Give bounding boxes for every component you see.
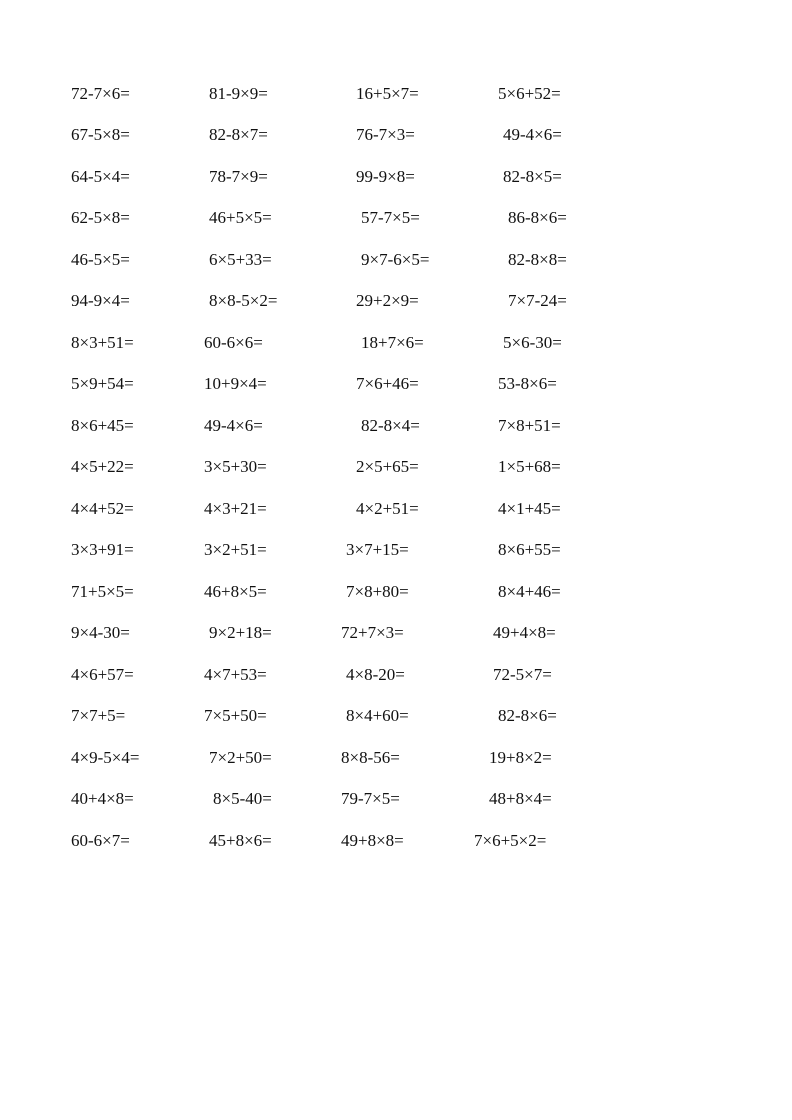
problem-row: [0, 415, 792, 437]
math-problem: 9×7-6×5=: [361, 250, 430, 269]
problem-row: [0, 498, 792, 520]
math-problem: 4×4+52=: [71, 499, 134, 518]
math-problem: 4×3+21=: [204, 499, 267, 518]
math-problem: 5×9+54=: [71, 374, 134, 393]
problem-row: [0, 207, 792, 229]
math-problem: 5×6+52=: [498, 84, 561, 103]
math-problem: 57-7×5=: [361, 208, 420, 227]
math-problem: 8×3+51=: [71, 333, 134, 352]
math-problem: 82-8×6=: [498, 706, 557, 725]
problem-row: [0, 705, 792, 727]
math-problem: 78-7×9=: [209, 167, 268, 186]
math-problem: 60-6×7=: [71, 831, 130, 850]
problem-row: [0, 830, 792, 852]
problem-row: [0, 664, 792, 686]
math-problem: 8×6+45=: [71, 416, 134, 435]
math-problem: 62-5×8=: [71, 208, 130, 227]
math-problem: 82-8×7=: [209, 125, 268, 144]
math-problem: 9×4-30=: [71, 623, 130, 642]
math-problem: 99-9×8=: [356, 167, 415, 186]
problem-row: [0, 456, 792, 478]
problem-row: [0, 249, 792, 271]
problem-row: [0, 124, 792, 146]
math-problem: 1×5+68=: [498, 457, 561, 476]
math-problem: 10+9×4=: [204, 374, 267, 393]
math-problem: 48+8×4=: [489, 789, 552, 808]
math-problem: 40+4×8=: [71, 789, 134, 808]
math-problem: 79-7×5=: [341, 789, 400, 808]
problem-row: [0, 83, 792, 105]
math-problem: 82-8×4=: [361, 416, 420, 435]
math-problem: 49+4×8=: [493, 623, 556, 642]
math-problem: 46+5×5=: [209, 208, 272, 227]
math-problem: 19+8×2=: [489, 748, 552, 767]
math-problem: 81-9×9=: [209, 84, 268, 103]
math-problem: 82-8×8=: [508, 250, 567, 269]
math-problem: 8×8-56=: [341, 748, 400, 767]
math-problem: 2×5+65=: [356, 457, 419, 476]
problem-row: [0, 166, 792, 188]
math-problem: 8×8-5×2=: [209, 291, 278, 310]
problem-row: [0, 332, 792, 354]
math-problem: 8×4+60=: [346, 706, 409, 725]
math-problem: 7×8+80=: [346, 582, 409, 601]
math-problem: 16+5×7=: [356, 84, 419, 103]
problem-row: [0, 788, 792, 810]
math-problem: 7×8+51=: [498, 416, 561, 435]
math-problem: 29+2×9=: [356, 291, 419, 310]
math-problem: 3×3+91=: [71, 540, 134, 559]
math-problem: 7×7+5=: [71, 706, 126, 725]
math-problem: 8×6+55=: [498, 540, 561, 559]
math-problem: 3×5+30=: [204, 457, 267, 476]
math-problem: 53-8×6=: [498, 374, 557, 393]
math-problem: 7×6+46=: [356, 374, 419, 393]
math-problem: 4×7+53=: [204, 665, 267, 684]
math-problem: 9×2+18=: [209, 623, 272, 642]
math-problem: 5×6-30=: [503, 333, 562, 352]
problem-row: [0, 539, 792, 561]
math-problem: 18+7×6=: [361, 333, 424, 352]
math-problem: 49-4×6=: [503, 125, 562, 144]
math-problem: 4×8-20=: [346, 665, 405, 684]
math-problem: 60-6×6=: [204, 333, 263, 352]
math-problem: 7×5+50=: [204, 706, 267, 725]
math-problem: 94-9×4=: [71, 291, 130, 310]
math-problem: 82-8×5=: [503, 167, 562, 186]
math-problem: 86-8×6=: [508, 208, 567, 227]
math-problem: 72+7×3=: [341, 623, 404, 642]
math-problem: 4×9-5×4=: [71, 748, 140, 767]
math-problem: 4×5+22=: [71, 457, 134, 476]
math-problem: 46+8×5=: [204, 582, 267, 601]
math-problem: 3×2+51=: [204, 540, 267, 559]
problem-row: [0, 373, 792, 395]
problem-row: [0, 290, 792, 312]
problem-row: [0, 581, 792, 603]
math-problem: 46-5×5=: [71, 250, 130, 269]
math-problem: 64-5×4=: [71, 167, 130, 186]
math-problem: 72-7×6=: [71, 84, 130, 103]
math-problem: 7×2+50=: [209, 748, 272, 767]
math-problem: 7×7-24=: [508, 291, 567, 310]
math-problem: 76-7×3=: [356, 125, 415, 144]
math-problem: 8×4+46=: [498, 582, 561, 601]
problem-row: [0, 747, 792, 769]
math-problem: 4×2+51=: [356, 499, 419, 518]
math-problem: 3×7+15=: [346, 540, 409, 559]
math-problem: 8×5-40=: [213, 789, 272, 808]
math-problem: 45+8×6=: [209, 831, 272, 850]
math-problem: 49-4×6=: [204, 416, 263, 435]
math-problem: 6×5+33=: [209, 250, 272, 269]
problem-row: [0, 622, 792, 644]
math-problem: 4×1+45=: [498, 499, 561, 518]
math-problem: 49+8×8=: [341, 831, 404, 850]
math-problem: 7×6+5×2=: [474, 831, 547, 850]
math-problem: 71+5×5=: [71, 582, 134, 601]
math-problem: 4×6+57=: [71, 665, 134, 684]
math-problem: 67-5×8=: [71, 125, 130, 144]
math-problem: 72-5×7=: [493, 665, 552, 684]
